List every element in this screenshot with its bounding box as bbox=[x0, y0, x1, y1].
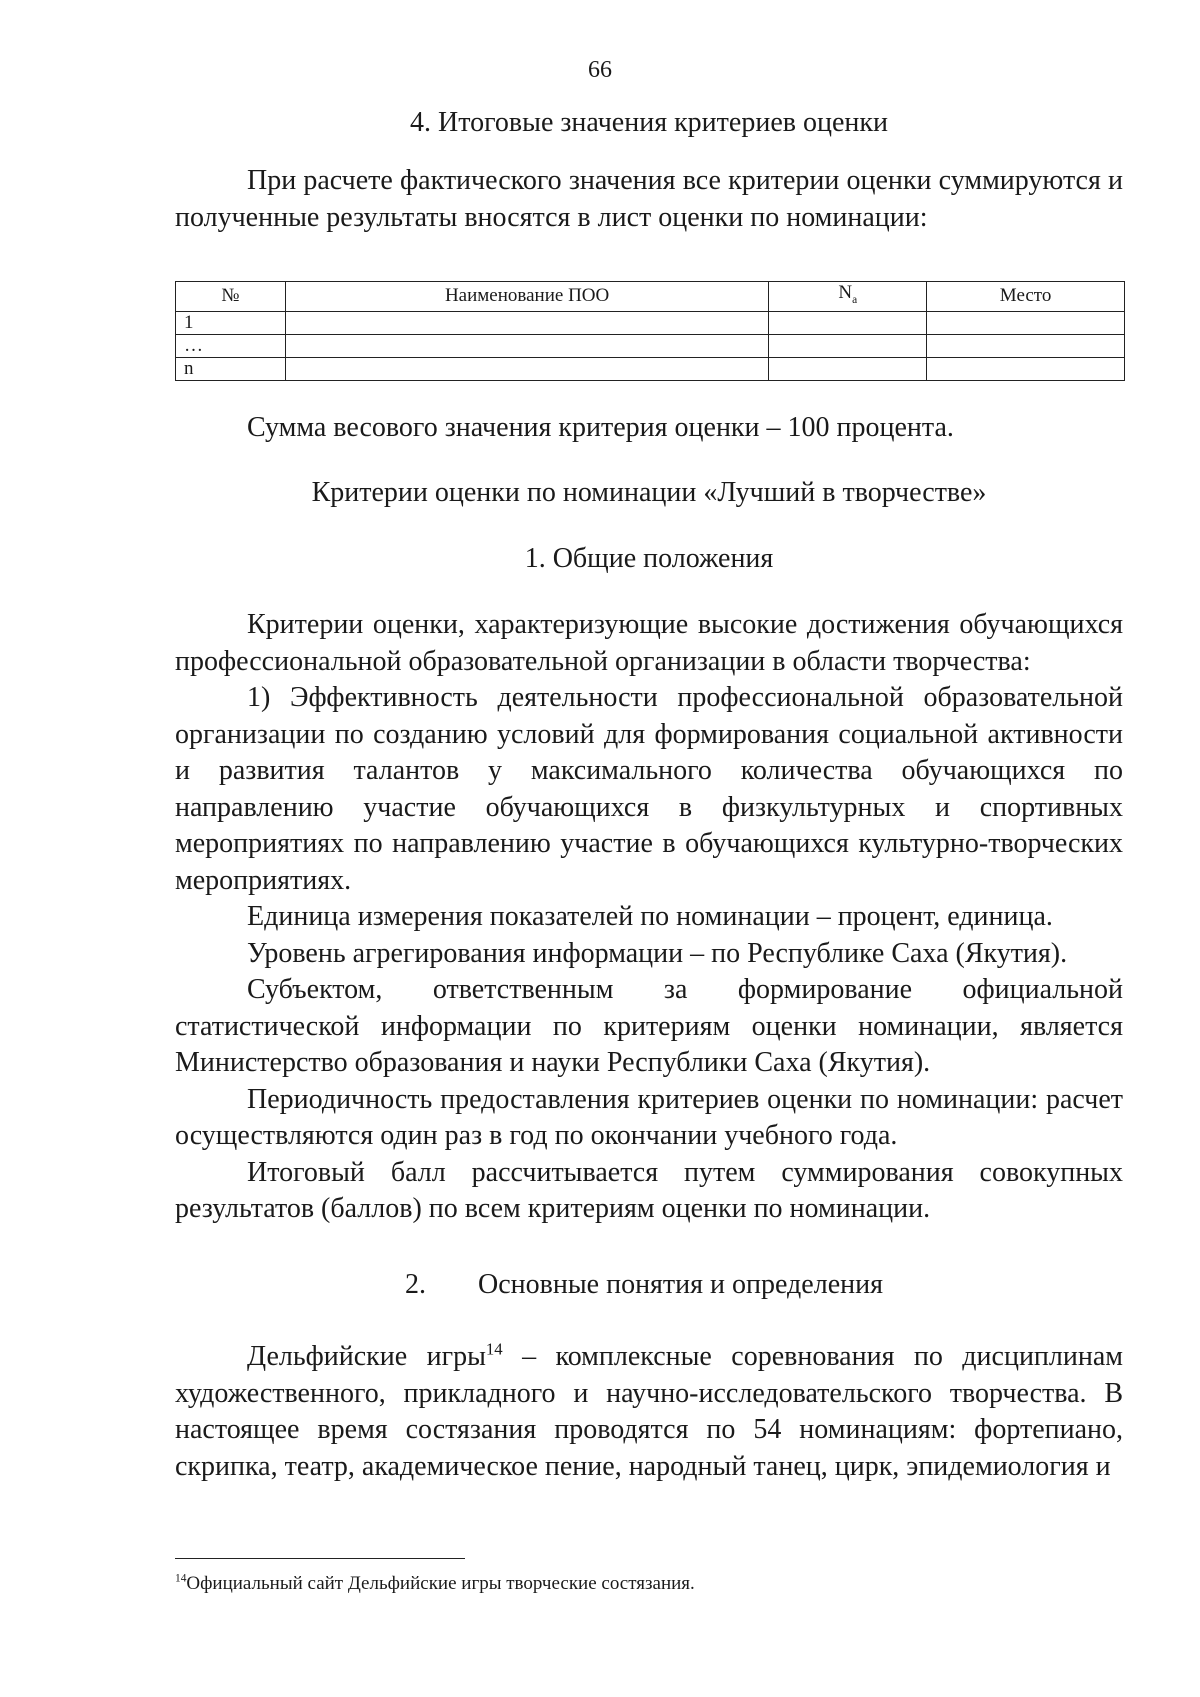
footnote bbox=[175, 1572, 1123, 1596]
table-header-row bbox=[176, 282, 1125, 312]
intro-paragraph bbox=[175, 163, 1123, 236]
page-number: 66 bbox=[588, 57, 612, 83]
table-row bbox=[176, 357, 1125, 380]
footnote-mark: 14 bbox=[175, 1572, 187, 1585]
section-4-heading: 4. Итоговые значения критериев оценки bbox=[410, 107, 888, 138]
table-cell: 1 bbox=[176, 311, 286, 334]
table-cell: n bbox=[176, 357, 286, 380]
table-cell bbox=[769, 311, 927, 334]
paragraph: Периодичность предоставления критериев оценки по номинации: расчет осуществляются один раз в год по окончании учебного года. bbox=[175, 1083, 1123, 1151]
table-cell bbox=[927, 311, 1125, 334]
footnote-reference: 14 bbox=[485, 1339, 503, 1359]
header-place: Место bbox=[927, 282, 1125, 312]
table-cell bbox=[285, 357, 768, 380]
section-1-heading: 1. Общие положения bbox=[524, 543, 774, 574]
section-2-title: Основные понятия и определения bbox=[478, 1269, 883, 1300]
table-cell bbox=[285, 311, 768, 334]
paragraph: Итоговый балл рассчитывается путем суммирования совокупных результатов (баллов) по всем критериям оценки по номинации. bbox=[175, 1156, 1123, 1224]
paragraph: Единица измерения показателей по номинации – процент, единица. bbox=[247, 901, 1053, 932]
header-n: $N_а$ bbox=[769, 282, 927, 312]
table-cell bbox=[769, 334, 927, 357]
table-cell bbox=[285, 334, 768, 357]
table-cell bbox=[927, 357, 1125, 380]
footnote-text: Официальный сайт Дельфийские игры творческие состязания. bbox=[186, 1573, 695, 1594]
criteria-title: Критерии оценки по номинации «Лучший в творчестве» bbox=[311, 477, 987, 508]
section-2-number: 2. bbox=[405, 1269, 426, 1300]
paragraph: Уровень агрегирования информации – по Республике Саха (Якутия). bbox=[247, 937, 1068, 969]
footnote-separator bbox=[175, 1558, 465, 1559]
delphic-definition: – комплексные соревнования по дисциплинам художественного, прикладного и научно-исследовательского творчества. В настоящее время состязания проводятся по 54 номинациям: фортепиано, скрипка, театр, академическое пение, народный танец, цирк, эпидемиология и bbox=[175, 1341, 1124, 1482]
table-cell: … bbox=[176, 334, 286, 357]
paragraph: Критерии оценки, характеризующие высокие достижения обучающихся профессиональной образовательной организации в области творчества: bbox=[175, 609, 1123, 677]
paragraph: Субъектом, ответственным за формирование официальной статистической информации по критериям оценки номинации, является Министерство образования и науки Республики Саха (Якутия). bbox=[175, 974, 1123, 1078]
section-1-body bbox=[175, 607, 1123, 1228]
sum-line: Сумма весового значения критерия оценки – 100 процента. bbox=[247, 412, 954, 443]
table-cell bbox=[927, 334, 1125, 357]
header-number: № bbox=[176, 282, 286, 312]
table-row bbox=[176, 311, 1125, 334]
delphic-term: Дельфийские игры bbox=[247, 1341, 486, 1372]
delphic-paragraph bbox=[175, 1339, 1123, 1485]
table-row bbox=[176, 334, 1125, 357]
table-cell bbox=[769, 357, 927, 380]
header-name: Наименование ПОО bbox=[285, 282, 768, 312]
score-table bbox=[175, 281, 1125, 381]
intro-text: При расчете фактического значения все критерии оценки суммируются и полученные результаты вносятся в лист оценки по номинации: bbox=[175, 165, 1123, 233]
paragraph: 1) Эффективность деятельности профессиональной образовательной организации по созданию условий для формирования социальной активности и развития талантов у максимального количества обучающихся по направлению участие обучающихся в физкультурных и спортивных мероприятиях по направлению участие в обучающихся культурно-творческих мероприятиях. bbox=[175, 682, 1123, 896]
